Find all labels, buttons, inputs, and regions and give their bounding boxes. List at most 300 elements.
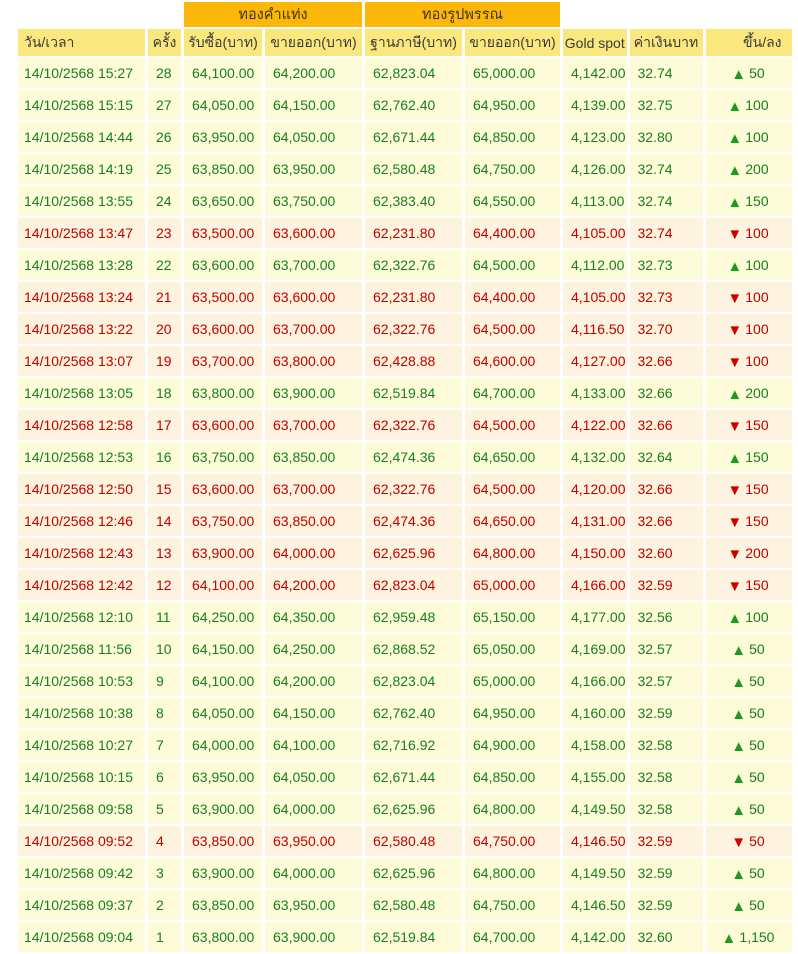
cell-bar-sell: 64,100.00 — [265, 730, 362, 760]
cell-datetime: 14/10/2568 09:04 — [18, 922, 145, 952]
cell-datetime: 14/10/2568 13:28 — [18, 250, 145, 280]
change-value: 50 — [749, 865, 765, 881]
band-gold-ornament-header: ทองรูปพรรณ — [365, 2, 560, 27]
down-arrow-icon: ▼ — [727, 226, 743, 243]
change-value: 50 — [749, 833, 765, 849]
cell-change — [706, 570, 792, 600]
cell-bar-buy: 63,600.00 — [184, 474, 262, 504]
cell-baht-rate: 32.74 — [630, 218, 703, 248]
cell-tax-base: 62,231.80 — [365, 218, 462, 248]
cell-change — [706, 538, 792, 568]
cell-bar-buy: 63,950.00 — [184, 122, 262, 152]
cell-datetime: 14/10/2568 10:15 — [18, 762, 145, 792]
category-band-row — [18, 2, 792, 27]
cell-datetime: 14/10/2568 09:42 — [18, 858, 145, 888]
change-value: 100 — [745, 321, 769, 337]
cell-ornament-sell: 64,950.00 — [465, 698, 560, 728]
table-row — [18, 186, 792, 216]
cell-change — [706, 858, 792, 888]
cell-tax-base: 62,519.84 — [365, 378, 462, 408]
cell-gold-spot: 4,169.00 — [563, 634, 627, 664]
cell-bar-buy: 63,900.00 — [184, 858, 262, 888]
cell-bar-sell: 64,000.00 — [265, 538, 362, 568]
cell-count: 13 — [148, 538, 181, 568]
cell-datetime: 14/10/2568 12:50 — [18, 474, 145, 504]
cell-ornament-sell: 64,850.00 — [465, 762, 560, 792]
cell-baht-rate: 32.59 — [630, 570, 703, 600]
table-row — [18, 730, 792, 760]
cell-bar-buy: 64,050.00 — [184, 698, 262, 728]
cell-gold-spot: 4,146.50 — [563, 890, 627, 920]
change-value: 150 — [745, 577, 769, 593]
up-arrow-icon: ▲ — [727, 386, 743, 403]
cell-ornament-sell: 64,700.00 — [465, 378, 560, 408]
cell-datetime: 14/10/2568 13:07 — [18, 346, 145, 376]
cell-bar-buy: 63,500.00 — [184, 218, 262, 248]
cell-datetime: 14/10/2568 13:47 — [18, 218, 145, 248]
cell-count: 27 — [148, 90, 181, 120]
cell-count: 22 — [148, 250, 181, 280]
cell-change — [706, 442, 792, 472]
cell-bar-buy: 63,800.00 — [184, 378, 262, 408]
change-value: 100 — [745, 97, 769, 113]
cell-bar-sell: 63,600.00 — [265, 218, 362, 248]
column-header-change: ขึ้น/ลง — [706, 29, 792, 56]
cell-ornament-sell: 65,000.00 — [465, 666, 560, 696]
cell-bar-buy: 63,850.00 — [184, 154, 262, 184]
cell-baht-rate: 32.74 — [630, 154, 703, 184]
cell-tax-base: 62,823.04 — [365, 666, 462, 696]
cell-gold-spot: 4,166.00 — [563, 666, 627, 696]
cell-ornament-sell: 64,900.00 — [465, 730, 560, 760]
cell-ornament-sell: 64,750.00 — [465, 154, 560, 184]
cell-baht-rate: 32.59 — [630, 826, 703, 856]
cell-baht-rate: 32.66 — [630, 474, 703, 504]
column-header-gold_spot: Gold spot — [563, 29, 627, 56]
cell-ornament-sell: 64,500.00 — [465, 250, 560, 280]
cell-tax-base: 62,625.96 — [365, 538, 462, 568]
cell-bar-buy: 63,600.00 — [184, 250, 262, 280]
cell-change — [706, 922, 792, 952]
cell-bar-buy: 64,050.00 — [184, 90, 262, 120]
cell-ornament-sell: 64,750.00 — [465, 890, 560, 920]
cell-change — [706, 890, 792, 920]
cell-datetime: 14/10/2568 09:52 — [18, 826, 145, 856]
cell-baht-rate: 32.58 — [630, 762, 703, 792]
table-row — [18, 506, 792, 536]
cell-datetime: 14/10/2568 10:38 — [18, 698, 145, 728]
cell-change — [706, 826, 792, 856]
change-value: 200 — [745, 385, 769, 401]
cell-change — [706, 346, 792, 376]
cell-ornament-sell: 64,650.00 — [465, 506, 560, 536]
cell-gold-spot: 4,149.50 — [563, 794, 627, 824]
change-value: 100 — [745, 289, 769, 305]
cell-change — [706, 282, 792, 312]
cell-baht-rate: 32.73 — [630, 282, 703, 312]
cell-change — [706, 314, 792, 344]
cell-ornament-sell: 65,000.00 — [465, 570, 560, 600]
cell-ornament-sell: 64,650.00 — [465, 442, 560, 472]
cell-datetime: 14/10/2568 09:37 — [18, 890, 145, 920]
cell-baht-rate: 32.59 — [630, 890, 703, 920]
cell-bar-buy: 64,150.00 — [184, 634, 262, 664]
cell-change — [706, 90, 792, 120]
cell-baht-rate: 32.66 — [630, 410, 703, 440]
cell-tax-base: 62,580.48 — [365, 890, 462, 920]
cell-ornament-sell: 64,850.00 — [465, 122, 560, 152]
cell-bar-sell: 63,800.00 — [265, 346, 362, 376]
cell-tax-base: 62,762.40 — [365, 90, 462, 120]
cell-gold-spot: 4,160.00 — [563, 698, 627, 728]
cell-baht-rate: 32.64 — [630, 442, 703, 472]
cell-bar-buy: 63,900.00 — [184, 538, 262, 568]
up-arrow-icon: ▲ — [731, 642, 747, 659]
change-value: 150 — [745, 193, 769, 209]
cell-bar-sell: 64,250.00 — [265, 634, 362, 664]
table-row — [18, 858, 792, 888]
cell-datetime: 14/10/2568 12:43 — [18, 538, 145, 568]
table-row — [18, 826, 792, 856]
cell-tax-base: 62,474.36 — [365, 506, 462, 536]
cell-count: 11 — [148, 602, 181, 632]
cell-ornament-sell: 64,700.00 — [465, 922, 560, 952]
cell-bar-buy: 63,750.00 — [184, 506, 262, 536]
cell-datetime: 14/10/2568 15:15 — [18, 90, 145, 120]
change-value: 150 — [745, 417, 769, 433]
cell-gold-spot: 4,126.00 — [563, 154, 627, 184]
cell-baht-rate: 32.60 — [630, 922, 703, 952]
cell-baht-rate: 32.75 — [630, 90, 703, 120]
cell-bar-sell: 63,750.00 — [265, 186, 362, 216]
cell-bar-sell: 63,600.00 — [265, 282, 362, 312]
cell-change — [706, 122, 792, 152]
cell-gold-spot: 4,132.00 — [563, 442, 627, 472]
change-value: 50 — [749, 705, 765, 721]
cell-gold-spot: 4,149.50 — [563, 858, 627, 888]
cell-gold-spot: 4,120.00 — [563, 474, 627, 504]
cell-gold-spot: 4,166.00 — [563, 570, 627, 600]
cell-baht-rate: 32.73 — [630, 250, 703, 280]
column-header-bar_sell: ขายออก(บาท) — [265, 29, 362, 56]
table-row — [18, 442, 792, 472]
cell-count: 26 — [148, 122, 181, 152]
cell-count: 8 — [148, 698, 181, 728]
cell-tax-base: 62,671.44 — [365, 762, 462, 792]
cell-tax-base: 62,231.80 — [365, 282, 462, 312]
cell-gold-spot: 4,122.00 — [563, 410, 627, 440]
cell-tax-base: 62,823.04 — [365, 58, 462, 88]
column-header-row — [18, 29, 792, 56]
cell-change — [706, 58, 792, 88]
cell-tax-base: 62,428.88 — [365, 346, 462, 376]
column-header-count: ครั้ง — [148, 29, 181, 56]
cell-gold-spot: 4,150.00 — [563, 538, 627, 568]
down-arrow-icon: ▼ — [727, 578, 743, 595]
cell-bar-sell: 63,700.00 — [265, 250, 362, 280]
cell-tax-base: 62,959.48 — [365, 602, 462, 632]
cell-count: 24 — [148, 186, 181, 216]
cell-tax-base: 62,716.92 — [365, 730, 462, 760]
up-arrow-icon: ▲ — [727, 162, 743, 179]
table-body — [18, 58, 792, 952]
cell-baht-rate: 32.74 — [630, 186, 703, 216]
cell-bar-sell: 63,850.00 — [265, 506, 362, 536]
cell-count: 7 — [148, 730, 181, 760]
change-value: 50 — [749, 65, 765, 81]
cell-tax-base: 62,519.84 — [365, 922, 462, 952]
cell-datetime: 14/10/2568 12:10 — [18, 602, 145, 632]
table-row — [18, 378, 792, 408]
cell-datetime: 14/10/2568 10:53 — [18, 666, 145, 696]
up-arrow-icon: ▲ — [727, 450, 743, 467]
cell-change — [706, 666, 792, 696]
cell-count: 5 — [148, 794, 181, 824]
cell-tax-base: 62,474.36 — [365, 442, 462, 472]
cell-datetime: 14/10/2568 12:58 — [18, 410, 145, 440]
change-value: 200 — [745, 545, 769, 561]
table-row — [18, 474, 792, 504]
column-header-datetime: วัน/เวลา — [18, 29, 145, 56]
cell-gold-spot: 4,105.00 — [563, 282, 627, 312]
cell-bar-buy: 64,000.00 — [184, 730, 262, 760]
table-row — [18, 762, 792, 792]
cell-ornament-sell: 64,400.00 — [465, 218, 560, 248]
cell-baht-rate: 32.56 — [630, 602, 703, 632]
cell-ornament-sell: 64,550.00 — [465, 186, 560, 216]
column-header-baht_rate: ค่าเงินบาท — [630, 29, 703, 56]
cell-bar-sell: 64,150.00 — [265, 698, 362, 728]
cell-count: 17 — [148, 410, 181, 440]
up-arrow-icon: ▲ — [731, 66, 747, 83]
cell-bar-sell: 63,950.00 — [265, 154, 362, 184]
cell-bar-sell: 64,050.00 — [265, 122, 362, 152]
up-arrow-icon: ▲ — [727, 258, 743, 275]
cell-datetime: 14/10/2568 12:53 — [18, 442, 145, 472]
cell-gold-spot: 4,123.00 — [563, 122, 627, 152]
table-row — [18, 250, 792, 280]
cell-gold-spot: 4,155.00 — [563, 762, 627, 792]
cell-ornament-sell: 65,050.00 — [465, 634, 560, 664]
cell-gold-spot: 4,146.50 — [563, 826, 627, 856]
cell-tax-base: 62,322.76 — [365, 410, 462, 440]
table-row — [18, 890, 792, 920]
change-value: 100 — [745, 257, 769, 273]
cell-tax-base: 62,322.76 — [365, 314, 462, 344]
cell-ornament-sell: 64,800.00 — [465, 858, 560, 888]
cell-ornament-sell: 64,500.00 — [465, 474, 560, 504]
cell-ornament-sell: 65,150.00 — [465, 602, 560, 632]
down-arrow-icon: ▼ — [727, 514, 743, 531]
cell-bar-sell: 63,700.00 — [265, 314, 362, 344]
change-value: 150 — [745, 513, 769, 529]
up-arrow-icon: ▲ — [727, 98, 743, 115]
table-row — [18, 538, 792, 568]
cell-bar-buy: 63,800.00 — [184, 922, 262, 952]
cell-tax-base: 62,625.96 — [365, 858, 462, 888]
cell-baht-rate: 32.58 — [630, 730, 703, 760]
cell-change — [706, 730, 792, 760]
cell-count: 28 — [148, 58, 181, 88]
cell-bar-sell: 64,000.00 — [265, 794, 362, 824]
cell-gold-spot: 4,105.00 — [563, 218, 627, 248]
cell-bar-buy: 63,900.00 — [184, 794, 262, 824]
cell-datetime: 14/10/2568 10:27 — [18, 730, 145, 760]
cell-datetime: 14/10/2568 12:46 — [18, 506, 145, 536]
cell-bar-sell: 64,000.00 — [265, 858, 362, 888]
cell-baht-rate: 32.60 — [630, 538, 703, 568]
cell-tax-base: 62,868.52 — [365, 634, 462, 664]
change-value: 50 — [749, 801, 765, 817]
cell-count: 25 — [148, 154, 181, 184]
table-row — [18, 410, 792, 440]
cell-change — [706, 602, 792, 632]
change-value: 100 — [745, 129, 769, 145]
cell-baht-rate: 32.66 — [630, 346, 703, 376]
down-arrow-icon: ▼ — [727, 354, 743, 371]
table-row — [18, 570, 792, 600]
cell-count: 10 — [148, 634, 181, 664]
cell-count: 1 — [148, 922, 181, 952]
cell-bar-sell: 64,150.00 — [265, 90, 362, 120]
table-row — [18, 90, 792, 120]
table-row — [18, 154, 792, 184]
down-arrow-icon: ▼ — [727, 546, 743, 563]
up-arrow-icon: ▲ — [731, 674, 747, 691]
cell-gold-spot: 4,177.00 — [563, 602, 627, 632]
cell-change — [706, 218, 792, 248]
change-value: 100 — [745, 225, 769, 241]
cell-count: 18 — [148, 378, 181, 408]
cell-bar-buy: 64,250.00 — [184, 602, 262, 632]
up-arrow-icon: ▲ — [731, 802, 747, 819]
cell-change — [706, 506, 792, 536]
change-value: 1,150 — [739, 929, 775, 945]
cell-ornament-sell: 64,950.00 — [465, 90, 560, 120]
up-arrow-icon: ▲ — [731, 898, 747, 915]
cell-tax-base: 62,580.48 — [365, 154, 462, 184]
down-arrow-icon: ▼ — [727, 290, 743, 307]
cell-count: 6 — [148, 762, 181, 792]
cell-baht-rate: 32.80 — [630, 122, 703, 152]
gold-price-table — [15, 0, 795, 954]
cell-gold-spot: 4,116.50 — [563, 314, 627, 344]
cell-baht-rate: 32.57 — [630, 634, 703, 664]
cell-baht-rate: 32.66 — [630, 506, 703, 536]
cell-change — [706, 186, 792, 216]
cell-bar-buy: 63,600.00 — [184, 410, 262, 440]
cell-count: 9 — [148, 666, 181, 696]
column-header-bar_buy: รับซื้อ(บาท) — [184, 29, 262, 56]
cell-change — [706, 762, 792, 792]
cell-ornament-sell: 65,000.00 — [465, 58, 560, 88]
table-row — [18, 282, 792, 312]
change-value: 50 — [749, 641, 765, 657]
cell-change — [706, 634, 792, 664]
cell-change — [706, 794, 792, 824]
cell-count: 19 — [148, 346, 181, 376]
up-arrow-icon: ▲ — [727, 610, 743, 627]
cell-change — [706, 154, 792, 184]
change-value: 150 — [745, 449, 769, 465]
down-arrow-icon: ▼ — [731, 834, 747, 851]
cell-baht-rate: 32.58 — [630, 794, 703, 824]
cell-baht-rate: 32.59 — [630, 858, 703, 888]
cell-gold-spot: 4,142.00 — [563, 58, 627, 88]
cell-count: 21 — [148, 282, 181, 312]
cell-bar-sell: 63,700.00 — [265, 410, 362, 440]
column-header-ornament_sell: ขายออก(บาท) — [465, 29, 560, 56]
cell-bar-buy: 64,100.00 — [184, 570, 262, 600]
up-arrow-icon: ▲ — [727, 130, 743, 147]
cell-bar-buy: 63,500.00 — [184, 282, 262, 312]
cell-ornament-sell: 64,750.00 — [465, 826, 560, 856]
cell-gold-spot: 4,139.00 — [563, 90, 627, 120]
cell-gold-spot: 4,158.00 — [563, 730, 627, 760]
cell-baht-rate: 32.70 — [630, 314, 703, 344]
change-value: 50 — [749, 673, 765, 689]
cell-datetime: 14/10/2568 14:19 — [18, 154, 145, 184]
cell-count: 16 — [148, 442, 181, 472]
cell-ornament-sell: 64,600.00 — [465, 346, 560, 376]
cell-count: 23 — [148, 218, 181, 248]
change-value: 100 — [745, 609, 769, 625]
cell-gold-spot: 4,113.00 — [563, 186, 627, 216]
band-spacer-right — [563, 2, 792, 27]
down-arrow-icon: ▼ — [727, 482, 743, 499]
cell-datetime: 14/10/2568 11:56 — [18, 634, 145, 664]
cell-tax-base: 62,762.40 — [365, 698, 462, 728]
change-value: 200 — [745, 161, 769, 177]
table-row — [18, 922, 792, 952]
table-row — [18, 58, 792, 88]
cell-datetime: 14/10/2568 15:27 — [18, 58, 145, 88]
change-value: 100 — [745, 353, 769, 369]
down-arrow-icon: ▼ — [727, 322, 743, 339]
cell-gold-spot: 4,112.00 — [563, 250, 627, 280]
cell-tax-base: 62,580.48 — [365, 826, 462, 856]
table-row — [18, 314, 792, 344]
cell-gold-spot: 4,142.00 — [563, 922, 627, 952]
cell-bar-buy: 64,100.00 — [184, 58, 262, 88]
table-row — [18, 794, 792, 824]
up-arrow-icon: ▲ — [727, 194, 743, 211]
cell-tax-base: 62,322.76 — [365, 474, 462, 504]
up-arrow-icon: ▲ — [721, 930, 737, 947]
cell-tax-base: 62,322.76 — [365, 250, 462, 280]
cell-bar-sell: 64,050.00 — [265, 762, 362, 792]
cell-bar-buy: 63,650.00 — [184, 186, 262, 216]
cell-count: 15 — [148, 474, 181, 504]
table-row — [18, 122, 792, 152]
cell-count: 12 — [148, 570, 181, 600]
change-value: 50 — [749, 737, 765, 753]
cell-bar-buy: 63,850.00 — [184, 826, 262, 856]
cell-bar-buy: 63,850.00 — [184, 890, 262, 920]
change-value: 150 — [745, 481, 769, 497]
cell-baht-rate: 32.66 — [630, 378, 703, 408]
cell-ornament-sell: 64,500.00 — [465, 314, 560, 344]
cell-change — [706, 410, 792, 440]
cell-change — [706, 474, 792, 504]
table-row — [18, 634, 792, 664]
cell-count: 14 — [148, 506, 181, 536]
change-value: 50 — [749, 769, 765, 785]
table-row — [18, 218, 792, 248]
cell-change — [706, 378, 792, 408]
cell-bar-sell: 63,950.00 — [265, 826, 362, 856]
cell-ornament-sell: 64,800.00 — [465, 794, 560, 824]
